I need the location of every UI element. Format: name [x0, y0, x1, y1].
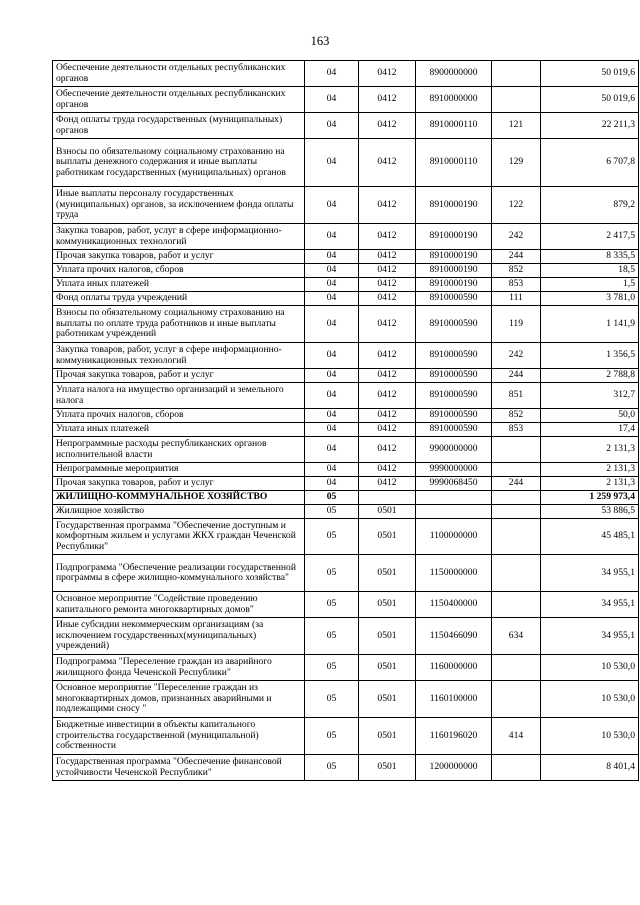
row-section: 05: [305, 592, 359, 618]
row-amount: 2 131,3: [541, 437, 639, 463]
row-subsection: 0412: [359, 292, 416, 306]
table-row: [53, 264, 639, 278]
row-section: 04: [305, 463, 359, 477]
row-subsection: 0412: [359, 343, 416, 369]
row-amount: 10 530,0: [541, 718, 639, 755]
table-row: [53, 278, 639, 292]
row-article: 1150000000: [416, 555, 492, 592]
table-row: [53, 423, 639, 437]
table-row: [53, 87, 639, 113]
row-section: 04: [305, 278, 359, 292]
row-section: 04: [305, 224, 359, 250]
row-section: 04: [305, 369, 359, 383]
row-kind: 121: [492, 113, 541, 139]
row-article: [416, 505, 492, 519]
row-name: Уплата иных платежей: [53, 278, 305, 292]
row-amount: 53 886,5: [541, 505, 639, 519]
row-section: 04: [305, 409, 359, 423]
row-kind: [492, 87, 541, 113]
row-section: 04: [305, 343, 359, 369]
row-name: Непрограммные мероприятия: [53, 463, 305, 477]
table-row: [53, 718, 639, 755]
table-row: [53, 655, 639, 681]
row-article: 8910000590: [416, 292, 492, 306]
row-article: 8910000590: [416, 306, 492, 343]
row-article: 9990000000: [416, 463, 492, 477]
row-section: 04: [305, 477, 359, 491]
row-section: 04: [305, 423, 359, 437]
row-kind: 111: [492, 292, 541, 306]
row-name: Бюджетные инвестиции в объекты капитального строительства государственной (муниципальной) собственности: [53, 718, 305, 755]
row-kind: 242: [492, 343, 541, 369]
row-subsection: 0501: [359, 555, 416, 592]
row-name: Основное мероприятие "Переселение граждан из многоквартирных домов, признанных аварийными и подлежащими сносу ": [53, 681, 305, 718]
row-amount: 18,5: [541, 264, 639, 278]
row-subsection: 0412: [359, 306, 416, 343]
row-section: 05: [305, 681, 359, 718]
row-name: Жилищное хозяйство: [53, 505, 305, 519]
row-section: 05: [305, 655, 359, 681]
row-subsection: 0412: [359, 113, 416, 139]
row-kind: 852: [492, 409, 541, 423]
table-row: [53, 250, 639, 264]
row-section: 05: [305, 618, 359, 655]
row-subsection: [359, 491, 416, 505]
row-amount: 2 788,8: [541, 369, 639, 383]
row-amount: 34 955,1: [541, 592, 639, 618]
row-article: 1160000000: [416, 655, 492, 681]
row-subsection: 0501: [359, 755, 416, 781]
row-article: 9900000000: [416, 437, 492, 463]
row-article: 8910000190: [416, 187, 492, 224]
row-subsection: 0412: [359, 437, 416, 463]
row-amount: 2 417,5: [541, 224, 639, 250]
row-section: 04: [305, 437, 359, 463]
table-row: [53, 437, 639, 463]
row-article: 8910000190: [416, 250, 492, 264]
row-section: 04: [305, 306, 359, 343]
row-amount: 50 019,6: [541, 61, 639, 87]
row-article: 8910000590: [416, 423, 492, 437]
row-name: Подпрограмма "Обеспечение реализации государственной программы в сфере жилищно-коммунального хозяйства": [53, 555, 305, 592]
table-row: [53, 306, 639, 343]
row-subsection: 0412: [359, 139, 416, 187]
row-kind: 244: [492, 250, 541, 264]
row-amount: 34 955,1: [541, 618, 639, 655]
row-section: 04: [305, 139, 359, 187]
row-name: Уплата прочих налогов, сборов: [53, 409, 305, 423]
row-article: 8910000190: [416, 278, 492, 292]
table-row: [53, 224, 639, 250]
row-amount: 1,5: [541, 278, 639, 292]
row-subsection: 0501: [359, 681, 416, 718]
row-name: Иные субсидии некоммерческим организациям (за исключением государственных(муниципальных) учреждений): [53, 618, 305, 655]
row-name: Взносы по обязательному социальному страхованию на выплаты по оплате труда работников и иные выплаты работникам учреждений: [53, 306, 305, 343]
row-section: 04: [305, 187, 359, 224]
row-amount: 45 485,1: [541, 519, 639, 555]
row-name: Фонд оплаты труда государственных (муниципальных) органов: [53, 113, 305, 139]
row-amount: 3 781,0: [541, 292, 639, 306]
row-article: 8900000000: [416, 61, 492, 87]
table-row: [53, 592, 639, 618]
row-subsection: 0412: [359, 477, 416, 491]
row-name: Взносы по обязательному социальному страхованию на выплаты денежного содержания и иные выплаты работникам государственных (муниципальных) органов: [53, 139, 305, 187]
row-subsection: 0412: [359, 61, 416, 87]
row-amount: 2 131,3: [541, 477, 639, 491]
row-amount: 1 259 973,4: [541, 491, 639, 505]
row-subsection: 0501: [359, 592, 416, 618]
table-body: [53, 61, 639, 781]
row-kind: [492, 491, 541, 505]
row-kind: [492, 463, 541, 477]
row-amount: 10 530,0: [541, 681, 639, 718]
row-article: 1100000000: [416, 519, 492, 555]
row-kind: 122: [492, 187, 541, 224]
table-row: [53, 681, 639, 718]
table-row: [53, 113, 639, 139]
table-row: [53, 618, 639, 655]
row-article: 8910000590: [416, 369, 492, 383]
row-kind: [492, 655, 541, 681]
table-row: [53, 477, 639, 491]
row-kind: [492, 505, 541, 519]
row-subsection: 0412: [359, 409, 416, 423]
table-row: [53, 61, 639, 87]
row-name: Уплата прочих налогов, сборов: [53, 264, 305, 278]
row-name: Государственная программа "Обеспечение финансовой устойчивости Чеченской Республики": [53, 755, 305, 781]
row-subsection: 0412: [359, 463, 416, 477]
row-section: 04: [305, 61, 359, 87]
row-kind: [492, 681, 541, 718]
budget-table: [52, 60, 639, 781]
row-amount: 34 955,1: [541, 555, 639, 592]
row-name: Прочая закупка товаров, работ и услуг: [53, 477, 305, 491]
row-article: 8910000190: [416, 264, 492, 278]
row-section: 04: [305, 250, 359, 264]
row-subsection: 0501: [359, 519, 416, 555]
row-kind: 852: [492, 264, 541, 278]
row-section: 04: [305, 264, 359, 278]
row-name: Уплата налога на имущество организаций и земельного налога: [53, 383, 305, 409]
row-name: Закупка товаров, работ, услуг в сфере информационно-коммуникационных технологий: [53, 224, 305, 250]
row-kind: 634: [492, 618, 541, 655]
row-subsection: 0501: [359, 505, 416, 519]
row-article: [416, 491, 492, 505]
row-amount: 50,0: [541, 409, 639, 423]
row-name: Основное мероприятие "Содействие проведению капитального ремонта многоквартирных домов": [53, 592, 305, 618]
row-amount: 8 401,4: [541, 755, 639, 781]
table-row: [53, 755, 639, 781]
row-name: Непрограммные расходы республиканских органов исполнительной власти: [53, 437, 305, 463]
row-amount: 879,2: [541, 187, 639, 224]
table-row: [53, 187, 639, 224]
row-article: 8910000110: [416, 139, 492, 187]
row-section: 04: [305, 292, 359, 306]
row-amount: 1 141,9: [541, 306, 639, 343]
row-kind: [492, 61, 541, 87]
row-article: 8910000110: [416, 113, 492, 139]
row-subsection: 0412: [359, 250, 416, 264]
row-article: 9990068450: [416, 477, 492, 491]
row-article: 8910000590: [416, 409, 492, 423]
row-section: 05: [305, 755, 359, 781]
row-kind: 129: [492, 139, 541, 187]
row-article: 1160100000: [416, 681, 492, 718]
row-subsection: 0412: [359, 187, 416, 224]
row-amount: 2 131,3: [541, 463, 639, 477]
row-article: 8910000590: [416, 383, 492, 409]
row-name: Уплата иных платежей: [53, 423, 305, 437]
row-amount: 10 530,0: [541, 655, 639, 681]
table-row: [53, 292, 639, 306]
row-name: Иные выплаты персоналу государственных (муниципальных) органов, за исключением фонда оплаты труда: [53, 187, 305, 224]
row-section: 04: [305, 113, 359, 139]
row-kind: [492, 555, 541, 592]
table-row: [53, 343, 639, 369]
table-row: [53, 555, 639, 592]
row-name: Прочая закупка товаров, работ и услуг: [53, 369, 305, 383]
table-row: [53, 463, 639, 477]
table-row: [53, 519, 639, 555]
row-subsection: 0501: [359, 618, 416, 655]
row-section: 05: [305, 718, 359, 755]
row-section: 05: [305, 519, 359, 555]
row-subsection: 0501: [359, 718, 416, 755]
row-article: 1200000000: [416, 755, 492, 781]
row-kind: [492, 437, 541, 463]
row-kind: 119: [492, 306, 541, 343]
row-subsection: 0412: [359, 278, 416, 292]
row-kind: 242: [492, 224, 541, 250]
row-amount: 22 211,3: [541, 113, 639, 139]
page-number: 163: [310, 34, 330, 48]
row-subsection: 0412: [359, 87, 416, 113]
row-kind: 851: [492, 383, 541, 409]
row-amount: 6 707,8: [541, 139, 639, 187]
row-name: Обеспечение деятельности отдельных республиканских органов: [53, 61, 305, 87]
table-row: [53, 369, 639, 383]
row-name: Обеспечение деятельности отдельных республиканских органов: [53, 87, 305, 113]
row-name: Государственная программа "Обеспечение доступным и комфортным жильем и услугами ЖКХ граждан Чеченской Республики": [53, 519, 305, 555]
row-name: ЖИЛИЩНО-КОММУНАЛЬНОЕ ХОЗЯЙСТВО: [53, 491, 305, 505]
row-amount: 8 335,5: [541, 250, 639, 264]
row-kind: 853: [492, 423, 541, 437]
row-kind: [492, 519, 541, 555]
row-subsection: 0412: [359, 264, 416, 278]
row-article: 1150400000: [416, 592, 492, 618]
row-article: 1160196020: [416, 718, 492, 755]
row-subsection: 0412: [359, 224, 416, 250]
row-name: Фонд оплаты труда учреждений: [53, 292, 305, 306]
row-section: 04: [305, 87, 359, 113]
row-section: 05: [305, 555, 359, 592]
row-subsection: 0501: [359, 655, 416, 681]
row-kind: 853: [492, 278, 541, 292]
row-kind: [492, 592, 541, 618]
row-subsection: 0412: [359, 423, 416, 437]
row-article: 8910000190: [416, 224, 492, 250]
row-subsection: 0412: [359, 369, 416, 383]
row-amount: 50 019,6: [541, 87, 639, 113]
row-kind: [492, 755, 541, 781]
row-section: 05: [305, 491, 359, 505]
table-row: [53, 491, 639, 505]
table-row: [53, 505, 639, 519]
row-amount: 17,4: [541, 423, 639, 437]
row-subsection: 0412: [359, 383, 416, 409]
row-section: 05: [305, 505, 359, 519]
row-article: 1150466090: [416, 618, 492, 655]
row-kind: 244: [492, 477, 541, 491]
row-kind: 244: [492, 369, 541, 383]
row-article: 8910000590: [416, 343, 492, 369]
row-amount: 1 356,5: [541, 343, 639, 369]
row-name: Закупка товаров, работ, услуг в сфере информационно-коммуникационных технологий: [53, 343, 305, 369]
row-article: 8910000000: [416, 87, 492, 113]
table-row: [53, 409, 639, 423]
row-kind: 414: [492, 718, 541, 755]
row-name: Подпрограмма "Переселение граждан из аварийного жилищного фонда Чеченской Республики": [53, 655, 305, 681]
row-section: 04: [305, 383, 359, 409]
row-name: Прочая закупка товаров, работ и услуг: [53, 250, 305, 264]
table-row: [53, 383, 639, 409]
table-row: [53, 139, 639, 187]
row-amount: 312,7: [541, 383, 639, 409]
